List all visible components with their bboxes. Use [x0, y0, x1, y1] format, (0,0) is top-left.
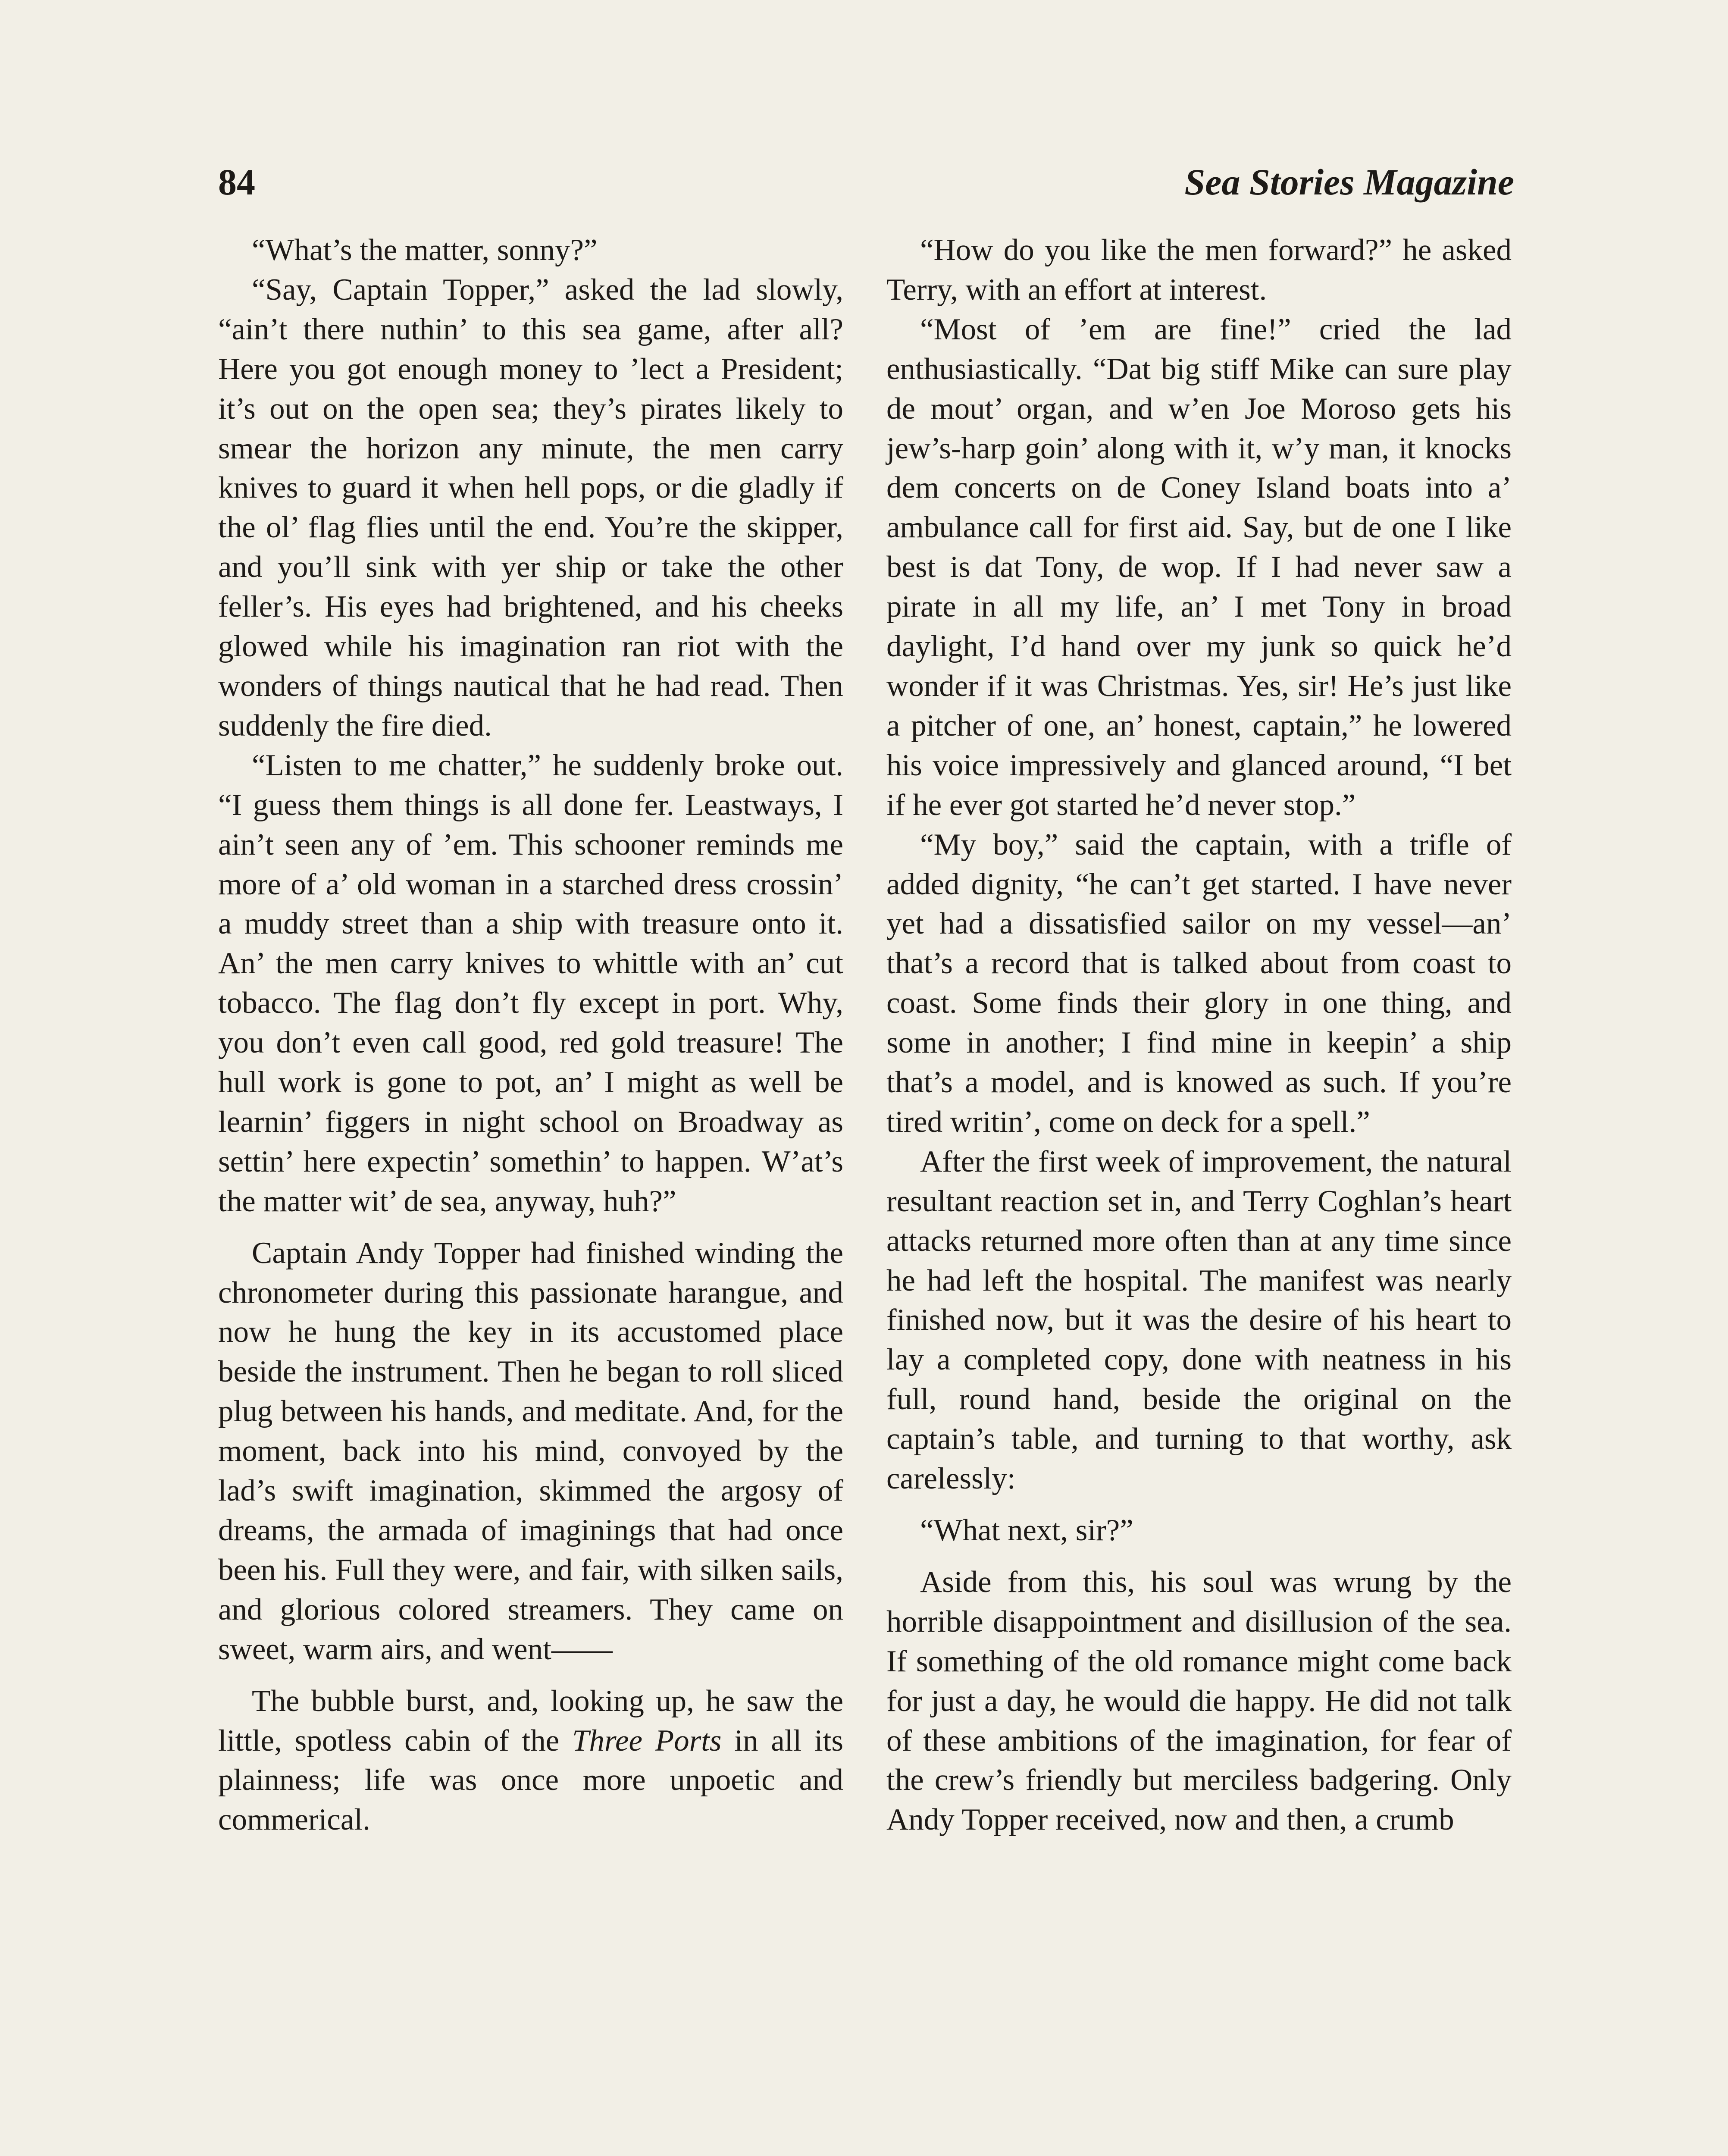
page-header	[218, 152, 1514, 212]
left-column	[218, 231, 843, 1840]
text-span: The bubble burst, and, looking up, he saw the little, spotless cabin of the	[218, 1684, 843, 1758]
paragraph	[218, 1682, 843, 1840]
paragraph: “Most of ’em are fine!” cried the lad enthusiastically. “Dat big stiff Mike can sure play de mout’ organ, and w’en Joe Moroso gets his jew’s-harp goin’ along with it, w’y man, it knocks dem concerts on de Coney Island boats into a’ ambulance call for first aid. Say, but de one I like best is dat Tony, de wop. If I had never saw a pirate in all my life, an’ I met Tony in broad daylight, I’d hand over my junk so quick he’d wonder if it was Christmas. Yes, sir! He’s just like a pitcher of one, an’ honest, captain,” he lowered his voice impressively and glanced around, “I bet if he ever got started he’d never stop.”	[886, 312, 1512, 822]
page-number: 84	[218, 161, 255, 203]
paragraph: “What next, sir?”	[920, 1514, 1133, 1547]
ship-name: Three Ports	[572, 1724, 722, 1758]
paragraph: Captain Andy Topper had finished winding the chronometer during this passionate harangue, and now he hung the key in its accustomed place beside the instrument. Then he began to roll sliced plug between his hands, and meditate. And, for the moment, back into his mind, convoyed by the lad’s swift imagination, skimmed the argosy of dreams, the armada of imaginings that had once been his. Full they were, and fair, with silken sails, and glorious colored streamers. They came on sweet, warm airs, and went——	[218, 1236, 843, 1666]
paragraph: “How do you like the men forward?” he asked Terry, with an effort at interest.	[886, 233, 1512, 307]
paragraph: After the first week of improvement, the natural resultant reaction set in, and Terry Coghlan’s heart attacks returned more often than at any time since he had left the hospital. The manifest was nearly finished now, but it was the desire of his heart to lay a completed copy, done with neatness in his full, round hand, beside the original on the captain’s table, and turning to that worthy, ask carelessly:	[886, 1144, 1512, 1496]
paragraph: “What’s the matter, sonny?”	[252, 233, 598, 267]
paragraph: “My boy,” said the captain, with a trifle of added dignity, “he can’t get started. I have never yet had a dissatisfied sailor on my vessel—an’ that’s a record that is talked about from coast to coast. Some finds their glory in one thing, and some in another; I find mine in keepin’ a ship that’s a model, and is knowed as such. If you’re tired writin’, come on deck for a spell.”	[886, 827, 1512, 1139]
paragraph: “Say, Captain Topper,” asked the lad slowly, “ain’t there nuthin’ to this sea game, after all? Here you got enough money to ’lect a President; it’s out on the open sea; they’s pirates likely to smear the horizon any minute, the men carry knives to guard it when hell pops, or die gladly if the ol’ flag flies until the end. You’re the skipper, and you’ll sink with yer ship or take the other feller’s. His eyes had brightened, and his cheeks glowed while his imagination ran riot with the wonders of things nautical that he had read. Then suddenly the fire died.	[218, 273, 843, 743]
right-column	[886, 231, 1512, 1840]
running-title: Sea Stories Magazine	[1184, 161, 1514, 203]
paragraph: “Listen to me chatter,” he suddenly broke out. “I guess them things is all done fer. Leastways, I ain’t seen any of ’em. This schooner reminds me more of a’ old woman in a starched dress crossin’ a muddy street than a ship with treasure onto it. An’ the men carry knives to whittle with an’ cut tobacco. The flag don’t fly except in port. Why, you don’t even call good, red gold treasure! The hull work is gone to pot, an’ I might as well be learnin’ figgers in night school on Broadway as settin’ here expectin’ somethin’ to happen. W’at’s the matter wit’ de sea, anyway, huh?”	[218, 748, 843, 1218]
text-span: in all its plainness; life was once more unpoetic and commerical.	[218, 1724, 844, 1837]
paragraph: Aside from this, his soul was wrung by the horrible disappointment and disillusion of the sea. If something of the old romance might come back for just a day, he would die happy. He did not talk of these ambitions of the imagination, for fear of the crew’s friendly but merciless badgering. Only Andy Topper received, now and then, a crumb	[886, 1565, 1512, 1837]
